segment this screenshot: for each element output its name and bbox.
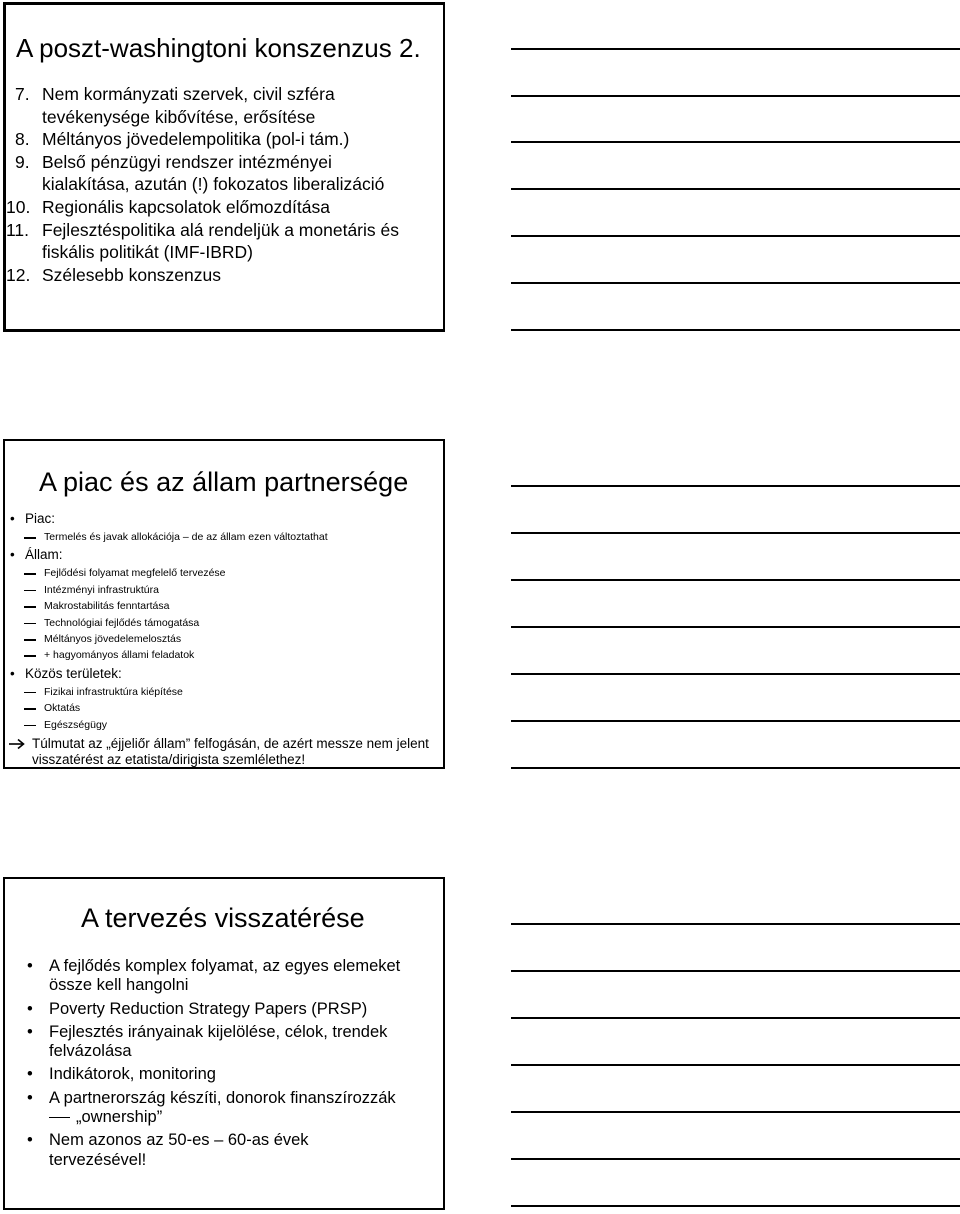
- note-line: [511, 95, 960, 97]
- sub-item-text: Oktatás: [44, 702, 81, 715]
- note-line: [511, 1158, 960, 1160]
- list-item: [15, 128, 435, 151]
- sub-item-text: Egészségügy: [44, 718, 108, 731]
- ownership-text: „ownership”: [76, 1108, 163, 1127]
- note-line: [511, 923, 960, 925]
- list-item: [8, 509, 432, 529]
- dash-icon: [24, 639, 36, 641]
- conclusion-text: Túlmutat az „éjjeliőr állam” felfogásán, de azért messze nem jelent visszatérést az etatista/dirigista szemlélethez!: [32, 736, 429, 768]
- item-text: A partnerország készíti, donorok finanszírozzák: [49, 1088, 396, 1107]
- slide-2-title: A piac és az állam partnersége: [39, 467, 409, 497]
- note-line: [511, 720, 960, 722]
- slide-2: [3, 439, 445, 769]
- sub-item-text: Makrostabilitás fenntartása: [44, 600, 170, 613]
- item-text: Szélesebb konszenzus: [42, 264, 221, 285]
- list-item: [6, 196, 435, 219]
- note-line: [511, 141, 960, 143]
- list-item: [8, 664, 432, 684]
- sub-list-item: [8, 615, 432, 631]
- dash-icon: [24, 655, 36, 657]
- slide-3: [3, 877, 445, 1210]
- bullet-icon: •: [27, 1022, 33, 1041]
- note-line: [511, 532, 960, 534]
- bullet-icon: •: [27, 1088, 33, 1107]
- sub-item-text: Technológiai fejlődés támogatása: [44, 616, 200, 629]
- note-line: [511, 767, 960, 769]
- note-line: [511, 282, 960, 284]
- list-item: [6, 219, 435, 264]
- slide-3-bullet-list: [25, 957, 435, 1174]
- item-text: Indikátorok, monitoring: [49, 1065, 216, 1084]
- list-item: [6, 264, 435, 287]
- list-item: [25, 1089, 435, 1128]
- sub-item-text: Fizikai infrastruktúra kiépítése: [44, 685, 183, 698]
- list-item: [25, 1000, 435, 1019]
- note-line: [511, 970, 960, 972]
- slide-1: [3, 2, 445, 332]
- note-line: [511, 485, 960, 487]
- list-item: [8, 545, 432, 565]
- note-line: [511, 329, 960, 331]
- bullet-icon: •: [27, 1065, 33, 1084]
- group-label: Piac:: [25, 511, 56, 526]
- bullet-icon: •: [10, 665, 15, 681]
- slide-3-title: A tervezés visszatérése: [81, 903, 365, 933]
- dash-icon: [24, 590, 36, 592]
- item-number: 11.: [6, 219, 30, 240]
- dash-icon: [24, 623, 36, 625]
- item-number: 12.: [6, 264, 31, 285]
- conclusion-item: [8, 736, 432, 768]
- dash-icon: [24, 606, 36, 608]
- note-line: [511, 235, 960, 237]
- item-text: Belső pénzügyi rendszer intézményei kialakítása, azután (!) fokozatos liberalizáció: [42, 151, 385, 195]
- bullet-icon: •: [10, 547, 15, 563]
- slide-2-outline: [8, 509, 432, 768]
- bullet-icon: •: [10, 511, 15, 526]
- note-line: [511, 673, 960, 675]
- sub-item-text: + hagyományos állami feladatok: [44, 649, 195, 662]
- list-item: [25, 957, 435, 996]
- sub-list-item: [8, 631, 432, 647]
- sub-list-item: [8, 647, 432, 663]
- dash-icon: [24, 708, 36, 710]
- dash-icon: [49, 1117, 70, 1119]
- item-text: Méltányos jövedelempolitika (pol-i tám.): [42, 129, 350, 150]
- list-item: [15, 83, 435, 128]
- sub-list-item: [8, 529, 432, 545]
- sub-list-item: [8, 717, 432, 733]
- note-line: [511, 1017, 960, 1019]
- sub-item-text: Intézményi infrastruktúra: [44, 583, 159, 596]
- note-line: [511, 579, 960, 581]
- slide-1-numbered-list: [6, 83, 435, 286]
- note-line: [511, 48, 960, 50]
- sub-list-item: [8, 582, 432, 598]
- sub-list-item: [8, 598, 432, 614]
- bullet-icon: •: [27, 1131, 33, 1150]
- note-line: [511, 1205, 960, 1207]
- note-line: [511, 1111, 960, 1113]
- item-number: 8.: [15, 129, 30, 150]
- bullet-icon: •: [27, 999, 33, 1018]
- dash-icon: [24, 573, 36, 575]
- note-line: [511, 1064, 960, 1066]
- item-number: 9.: [15, 151, 30, 172]
- slide-1-title: A poszt-washingtoni konszenzus 2.: [16, 33, 421, 63]
- list-item: [25, 1023, 435, 1062]
- group-label: Állam:: [25, 547, 63, 563]
- sub-list-item: [8, 565, 432, 581]
- arrow-right-icon: [8, 738, 26, 750]
- sub-item-text: Termelés és javak allokációja – de az állam ezen változtathat: [44, 531, 328, 543]
- item-text: Regionális kapcsolatok előmozdítása: [42, 196, 330, 217]
- note-line: [511, 626, 960, 628]
- dash-icon: [24, 537, 36, 539]
- bullet-icon: •: [27, 957, 33, 975]
- dash-icon: [24, 692, 36, 694]
- item-text: Fejlesztés irányainak kijelölése, célok, trendek felvázolása: [49, 1022, 388, 1061]
- dash-icon: [24, 725, 36, 727]
- item-text: A fejlődés komplex folyamat, az egyes elemeket össze kell hangolni: [49, 957, 401, 995]
- item-number: 10.: [6, 196, 31, 217]
- list-item: [15, 151, 435, 196]
- sub-item-text: Fejlődési folyamat megfelelő tervezése: [44, 567, 226, 580]
- group-label: Közös területek:: [25, 665, 122, 681]
- item-text: Poverty Reduction Strategy Papers (PRSP): [49, 999, 368, 1018]
- list-item: [25, 1131, 435, 1170]
- item-text: Nem azonos az 50-es – 60-as évek tervezésével!: [49, 1131, 309, 1169]
- item-text: Nem kormányzati szervek, civil szféra tevékenysége kibővítése, erősítése: [42, 84, 335, 127]
- note-line: [511, 188, 960, 190]
- sub-list-item: [8, 700, 432, 716]
- item-text: Fejlesztéspolitika alá rendeljük a monetáris és fiskális politikát (IMF-IBRD): [42, 219, 399, 263]
- list-item: [25, 1065, 435, 1084]
- sub-item-text: Méltányos jövedelemelosztás: [44, 633, 182, 646]
- item-number: 7.: [15, 84, 30, 104]
- sub-list-item: [8, 684, 432, 700]
